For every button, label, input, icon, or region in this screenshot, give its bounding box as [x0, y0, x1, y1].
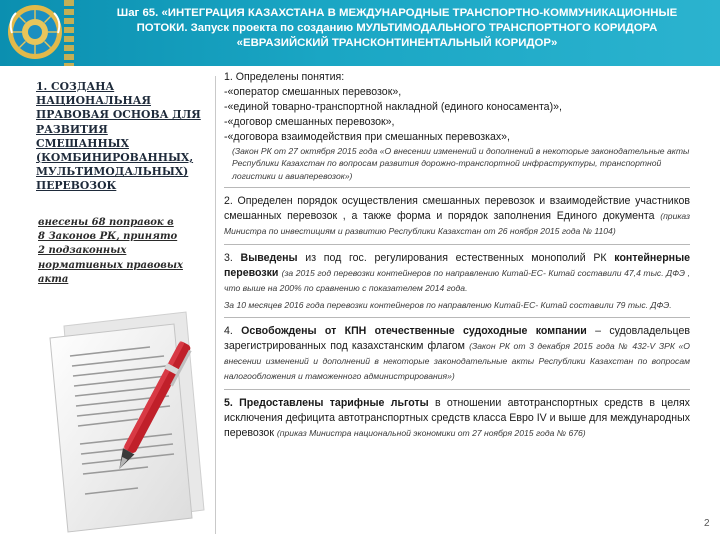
section-separator — [224, 317, 690, 318]
section-4-bold: Освобождены от КПН отечественные судоходные компании — [241, 324, 587, 337]
left-title-line: 1. СОЗДАНА — [36, 80, 115, 93]
concept-item: -«единой товарно-транспортной накладной (единого коносамента)», — [224, 101, 562, 113]
title-line-2: ПОТОКИ. Запуск проекта по созданию МУЛЬТИМОДАЛЬНОГО ТРАНСПОРТНОГО КОРИДОРА — [136, 22, 658, 34]
page-number: 2 — [704, 518, 710, 529]
section-3-note-2: За 10 месяцев 2016 года перевозки контейнеров по направлению Китай-ЕС- Китай составили 79 тыс. ДФЭ. — [224, 300, 672, 311]
left-title-line: РАЗВИТИЯ — [36, 122, 108, 136]
title-line-1: Шаг 65. «ИНТЕГРАЦИЯ КАЗАХСТАНА В МЕЖДУНАРОДНЫЕ ТРАНСПОРТНО-КОММУНИКАЦИОННЫЕ — [116, 7, 678, 19]
left-title-line: НАЦИОНАЛЬНАЯ — [36, 94, 152, 108]
section-4-number: 4. — [224, 324, 233, 337]
note-line: нормативных правовых — [38, 259, 183, 271]
section-separator — [224, 187, 690, 188]
kazakhstan-state-emblem-icon — [6, 3, 64, 61]
document-with-pen-icon — [18, 304, 218, 534]
concept-item: -«договор смешанных перевозок», — [224, 116, 395, 128]
left-section-title — [36, 80, 204, 194]
concept-item: -«договора взаимодействия при смешанных перевозках», — [224, 131, 510, 143]
left-title-line: МУЛЬТИМОДАЛЬНЫХ) — [36, 165, 189, 179]
left-title-line: СМЕШАННЫХ — [36, 136, 130, 150]
note-line: внесены 68 поправок в — [38, 217, 174, 228]
section-1-law-reference: (Закон РК от 27 октября 2015 года «О внесении изменений и дополнений в некоторые законодательные акты Республики Казахстан по вопросам развития дорожно-транспортной инфраструктуры, транспортной логистики и авиаперевозок») — [232, 146, 690, 181]
section-1-heading: 1. Определены понятия: — [224, 71, 345, 83]
note-line: акта — [38, 273, 69, 285]
section-5-text: в отношении автотранспортных средств в целях исключения дефицита автотранспортных средств класса Евро IV и выше для международных перевозок — [224, 396, 690, 439]
ornament-strip — [64, 0, 74, 66]
section-separator — [224, 389, 690, 390]
section-4 — [224, 324, 690, 384]
section-5 — [224, 396, 690, 441]
section-3-note: (за 2015 год перевозки контейнеров по направлению Китай-ЕС- Китай составили 47,4 тыс. ДФЭ , что выше на 200% по сравнению с показателем 2014 года. — [224, 268, 690, 294]
section-5-bold: 5. Предоставлены тарифные льготы — [224, 396, 429, 409]
note-line: 8 Законов РК, принято — [38, 231, 178, 243]
section-3-number: 3. — [224, 252, 233, 265]
title-line-3: «ЕВРАЗИЙСКИЙ ТРАНСКОНТИНЕНТАЛЬНЫЙ КОРИДОР» — [236, 37, 558, 49]
left-title-line: ПРАВОВАЯ ОСНОВА ДЛЯ — [36, 108, 201, 122]
section-2-text: 2. Определен порядок осуществления смешанных перевозок и взаимодействие участников смешанных перевозок , а также форма и порядок заполнения Единого документа — [224, 195, 690, 223]
right-content — [224, 70, 690, 446]
section-1 — [224, 70, 690, 182]
section-4-text: – судовладельцев зарегистрированных под казахстанским флагом — [224, 324, 690, 352]
section-3-text: из под гос. регулирования естественных монополий РК — [305, 252, 607, 265]
concept-item: -«оператор смешанных перевозок», — [224, 86, 402, 98]
section-separator — [224, 244, 690, 245]
left-title-line: ПЕРЕВОЗОК — [36, 179, 117, 193]
section-2 — [224, 194, 690, 239]
column-divider — [215, 76, 216, 534]
section-2-law-reference: (приказ Министра по инвестициям и развитию Республики Казахстан от 26 ноября 2015 года № 1104) — [224, 211, 690, 237]
note-line: 2 подзаконных — [38, 245, 127, 257]
section-3-bold-2: контейнерные перевозки — [224, 252, 691, 280]
section-4-law-reference: (Закон РК от 3 декабря 2015 года № 432-V ЗРК «О внесении изменений и дополнений в некоторые законодательные акты Республики Казахстан по вопросам налогообложения и таможенного администрирования») — [224, 340, 690, 381]
header-banner — [0, 0, 720, 66]
section-5-law-reference: (приказ Министра национальной экономики от 27 ноября 2015 года № 676) — [276, 427, 586, 438]
section-3 — [224, 251, 690, 311]
amendments-note — [38, 216, 198, 287]
left-title-line: (КОМБИНИРОВАННЫХ, — [36, 151, 194, 165]
section-3-bold: Выведены — [240, 252, 298, 265]
slide-title — [84, 6, 710, 51]
